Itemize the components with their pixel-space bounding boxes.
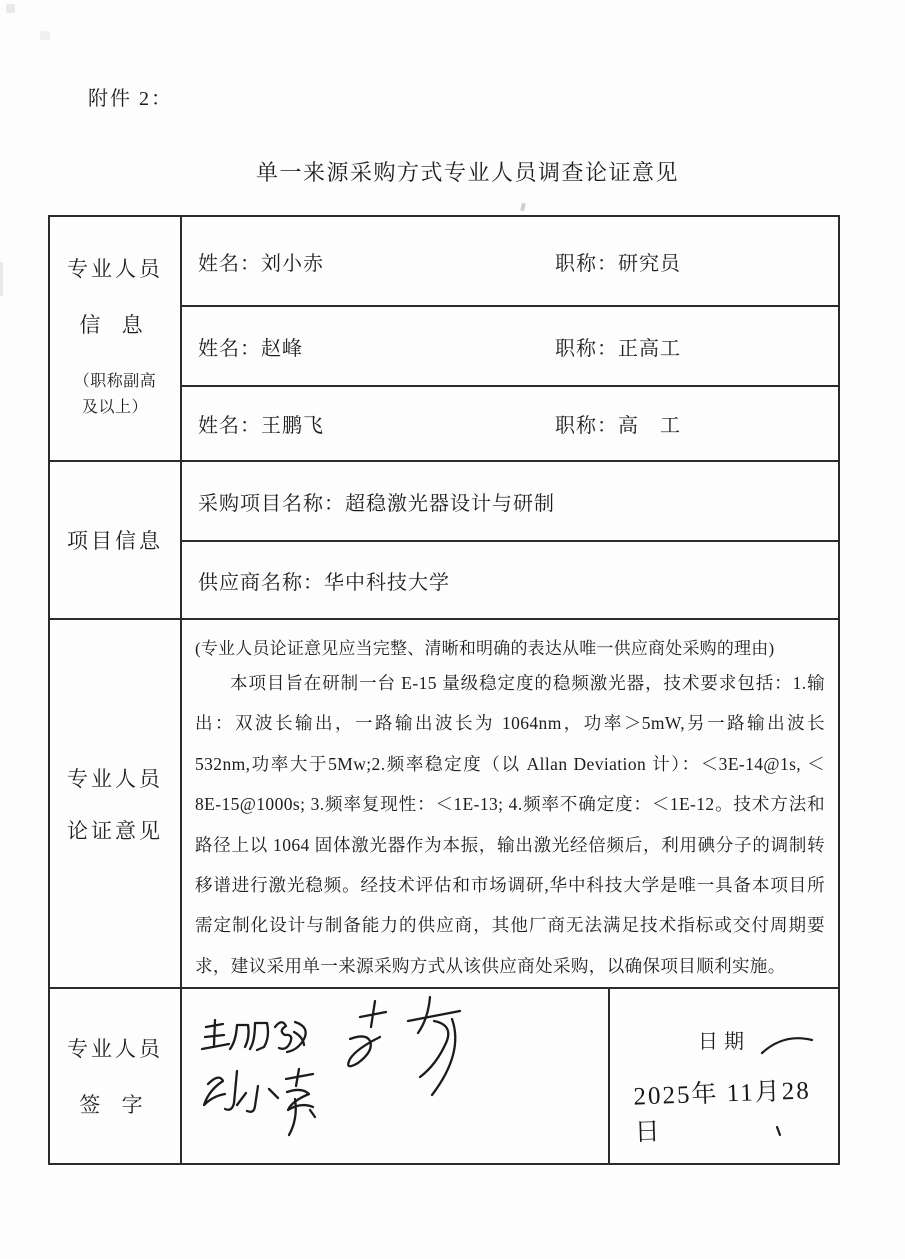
opinion-label-line2: 论证意见 — [67, 818, 163, 843]
title-label: 职称： — [555, 252, 618, 275]
project-rows — [182, 462, 838, 618]
date-handwritten: 2025年 11月28日 — [633, 1077, 812, 1147]
personnel-label-line1: 专业人员 — [67, 257, 163, 281]
title-value: 高 工 — [618, 415, 681, 437]
personnel-label-note — [74, 369, 157, 421]
signature-label-line2: 签 字 — [79, 1093, 151, 1117]
supplier-name-value: 华中科技大学 — [324, 571, 450, 594]
title-label: 职称： — [555, 415, 618, 437]
project-name-label: 采购项目名称： — [198, 492, 345, 515]
title-label: 职称： — [555, 337, 618, 360]
person-title — [555, 409, 681, 438]
form-table — [48, 215, 840, 1165]
scan-smudge — [6, 4, 15, 13]
person-title — [555, 247, 681, 276]
personnel-row — [182, 217, 838, 305]
project-section-label — [50, 462, 182, 618]
opinion-section — [50, 618, 838, 987]
page-title: 单一来源采购方式专业人员调查论证意见 — [255, 160, 679, 185]
project-section — [50, 460, 838, 618]
personnel-section — [50, 217, 838, 460]
signature-section-label — [50, 989, 182, 1163]
project-row — [182, 462, 838, 540]
personnel-label-line2: 信 息 — [79, 313, 151, 337]
name-value: 刘小赤 — [261, 252, 324, 275]
signature-label-line1: 专业人员 — [67, 1037, 163, 1061]
project-label: 项目信息 — [67, 529, 163, 553]
signature-zhao-feng — [348, 997, 460, 1095]
opinion-body: 本项目旨在研制一台 E-15 量级稳定度的稳频激光器，技术要求包括：1.输出：双波长输出，一路输出波长为 1064nm，功率＞5mW,另一路输出波长 532nm,功率大于5Mw;2.频率稳定度（以 Allan Deviation 计）：＜3E-14@1s, ＜8E-15@1000s; 3.频率复现性：＜1E-13; 4.频率不确定度：＜1E-12。技术方法和路径上以 1064 固体激光器作为本振，输出激光经倍频后，利用碘分子的调制转移谱进行激光稳频。经技术评估和市场调研,华中科技大学是唯一具备本项目所需定制化设计与制备能力的供应商，其他厂商无法满足技术指标或交付周期要求，建议采用单一来源采购方式从该供应商处采购，以确保项目顺利实施。 — [195, 673, 825, 976]
person-name — [198, 409, 555, 438]
title-value: 正高工 — [618, 337, 681, 360]
personnel-note-line2: 及以上） — [81, 399, 148, 416]
opinion-label-line1: 专业人员 — [67, 766, 163, 791]
name-value: 赵峰 — [261, 337, 303, 360]
personnel-row — [182, 305, 838, 385]
person-name — [198, 332, 555, 361]
scan-smudge — [40, 31, 50, 40]
name-label: 姓名： — [198, 415, 261, 437]
signatures-cell — [182, 989, 610, 1163]
name-label: 姓名： — [198, 337, 261, 360]
personnel-section-label — [50, 217, 182, 460]
attachment-label: 附件 2： — [88, 88, 173, 110]
title-value: 研究员 — [618, 252, 681, 275]
scan-tick — [520, 203, 526, 212]
opinion-section-label — [50, 620, 182, 987]
signature-section — [50, 987, 838, 1163]
opinion-note: (专业人员论证意见应当完整、清晰和明确的表达从唯一供应商处采购的理由) — [195, 639, 775, 658]
project-row — [182, 540, 838, 618]
signature-liu-xiaochi — [204, 1069, 315, 1135]
personnel-note-line1: （职称副高 — [73, 373, 157, 390]
personnel-rows — [182, 217, 838, 460]
signature-wang-pengfei — [202, 1020, 306, 1052]
date-cell — [610, 989, 838, 1163]
name-value: 王鹏飞 — [261, 415, 324, 437]
name-label: 姓名： — [198, 252, 261, 275]
date-label: 日期 — [698, 1031, 750, 1053]
supplier-name-label: 供应商名称： — [198, 571, 324, 594]
person-title — [555, 332, 681, 361]
scan-smudge — [0, 262, 3, 296]
project-name-value: 超稳激光器设计与研制 — [345, 492, 555, 515]
opinion-cell — [182, 620, 838, 987]
person-name — [198, 247, 555, 276]
personnel-row — [182, 385, 838, 460]
